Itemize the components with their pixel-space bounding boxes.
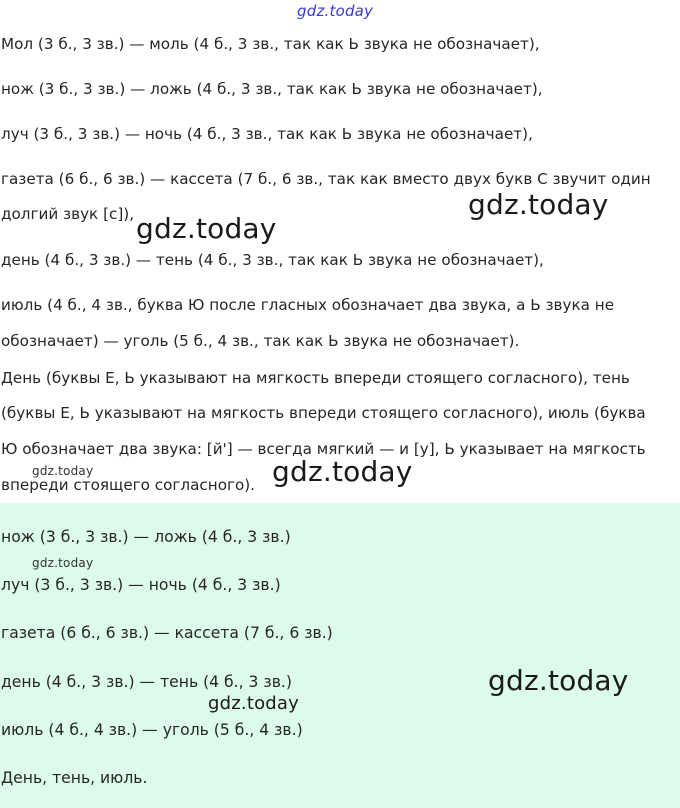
watermark: gdz.today [208, 693, 300, 714]
text-line: июль (4 б., 4 зв.) — уголь (5 б., 4 зв.) [1, 721, 303, 739]
text-line: газета (6 б., 6 зв.) — кассета (7 б., 6 зв., так как вместо двух букв С звучит один [1, 170, 651, 188]
text-line: день (4 б., 3 зв.) — тень (4 б., 3 зв.) [1, 673, 292, 691]
watermark: gdz.today [32, 556, 94, 570]
watermark: gdz.today [272, 455, 413, 488]
text-line: газета (6 б., 6 зв.) — кассета (7 б., 6 зв.) [1, 624, 333, 642]
text-line: июль (4 б., 4 зв., буква Ю после гласных обозначает два звука, а Ь звука не [1, 296, 615, 314]
watermark: gdz.today [136, 212, 277, 245]
short-answer-panel [0, 503, 680, 808]
watermark: gdz.today [32, 464, 94, 478]
text-line: долгий звук [с]), [1, 205, 135, 223]
text-line: Ю обозначает два звука: [й'] — всегда мягкий — и [у], Ь указывает на мягкость [1, 440, 646, 458]
watermark-top: gdz.today [297, 2, 374, 20]
watermark: gdz.today [488, 664, 629, 697]
text-line: нож (3 б., 3 зв.) — ложь (4 б., 3 зв.) [1, 528, 291, 546]
text-line: день (4 б., 3 зв.) — тень (4 б., 3 зв., так как Ь звука не обозначает), [1, 251, 544, 269]
text-line: луч (3 б., 3 зв.) — ночь (4 б., 3 зв., так как Ь звука не обозначает), [1, 125, 533, 143]
text-line: нож (3 б., 3 зв.) — ложь (4 б., 3 зв., так как Ь звука не обозначает), [1, 80, 543, 98]
text-line: впереди стоящего согласного). [1, 476, 256, 494]
text-line: Мол (3 б., 3 зв.) — моль (4 б., 3 зв., так как Ь звука не обозначает), [1, 35, 540, 53]
watermark: gdz.today [468, 188, 609, 221]
text-line: День (буквы Е, Ь указывают на мягкость впереди стоящего согласного), тень [1, 369, 630, 387]
text-line: обозначает) — уголь (5 б., 4 зв., так как Ь звука не обозначает). [1, 332, 520, 350]
text-line: (буквы Е, Ь указывают на мягкость впереди стоящего согласного), июль (буква [1, 404, 646, 422]
text-line: День, тень, июль. [1, 769, 148, 787]
text-line: луч (3 б., 3 зв.) — ночь (4 б., 3 зв.) [1, 576, 281, 594]
